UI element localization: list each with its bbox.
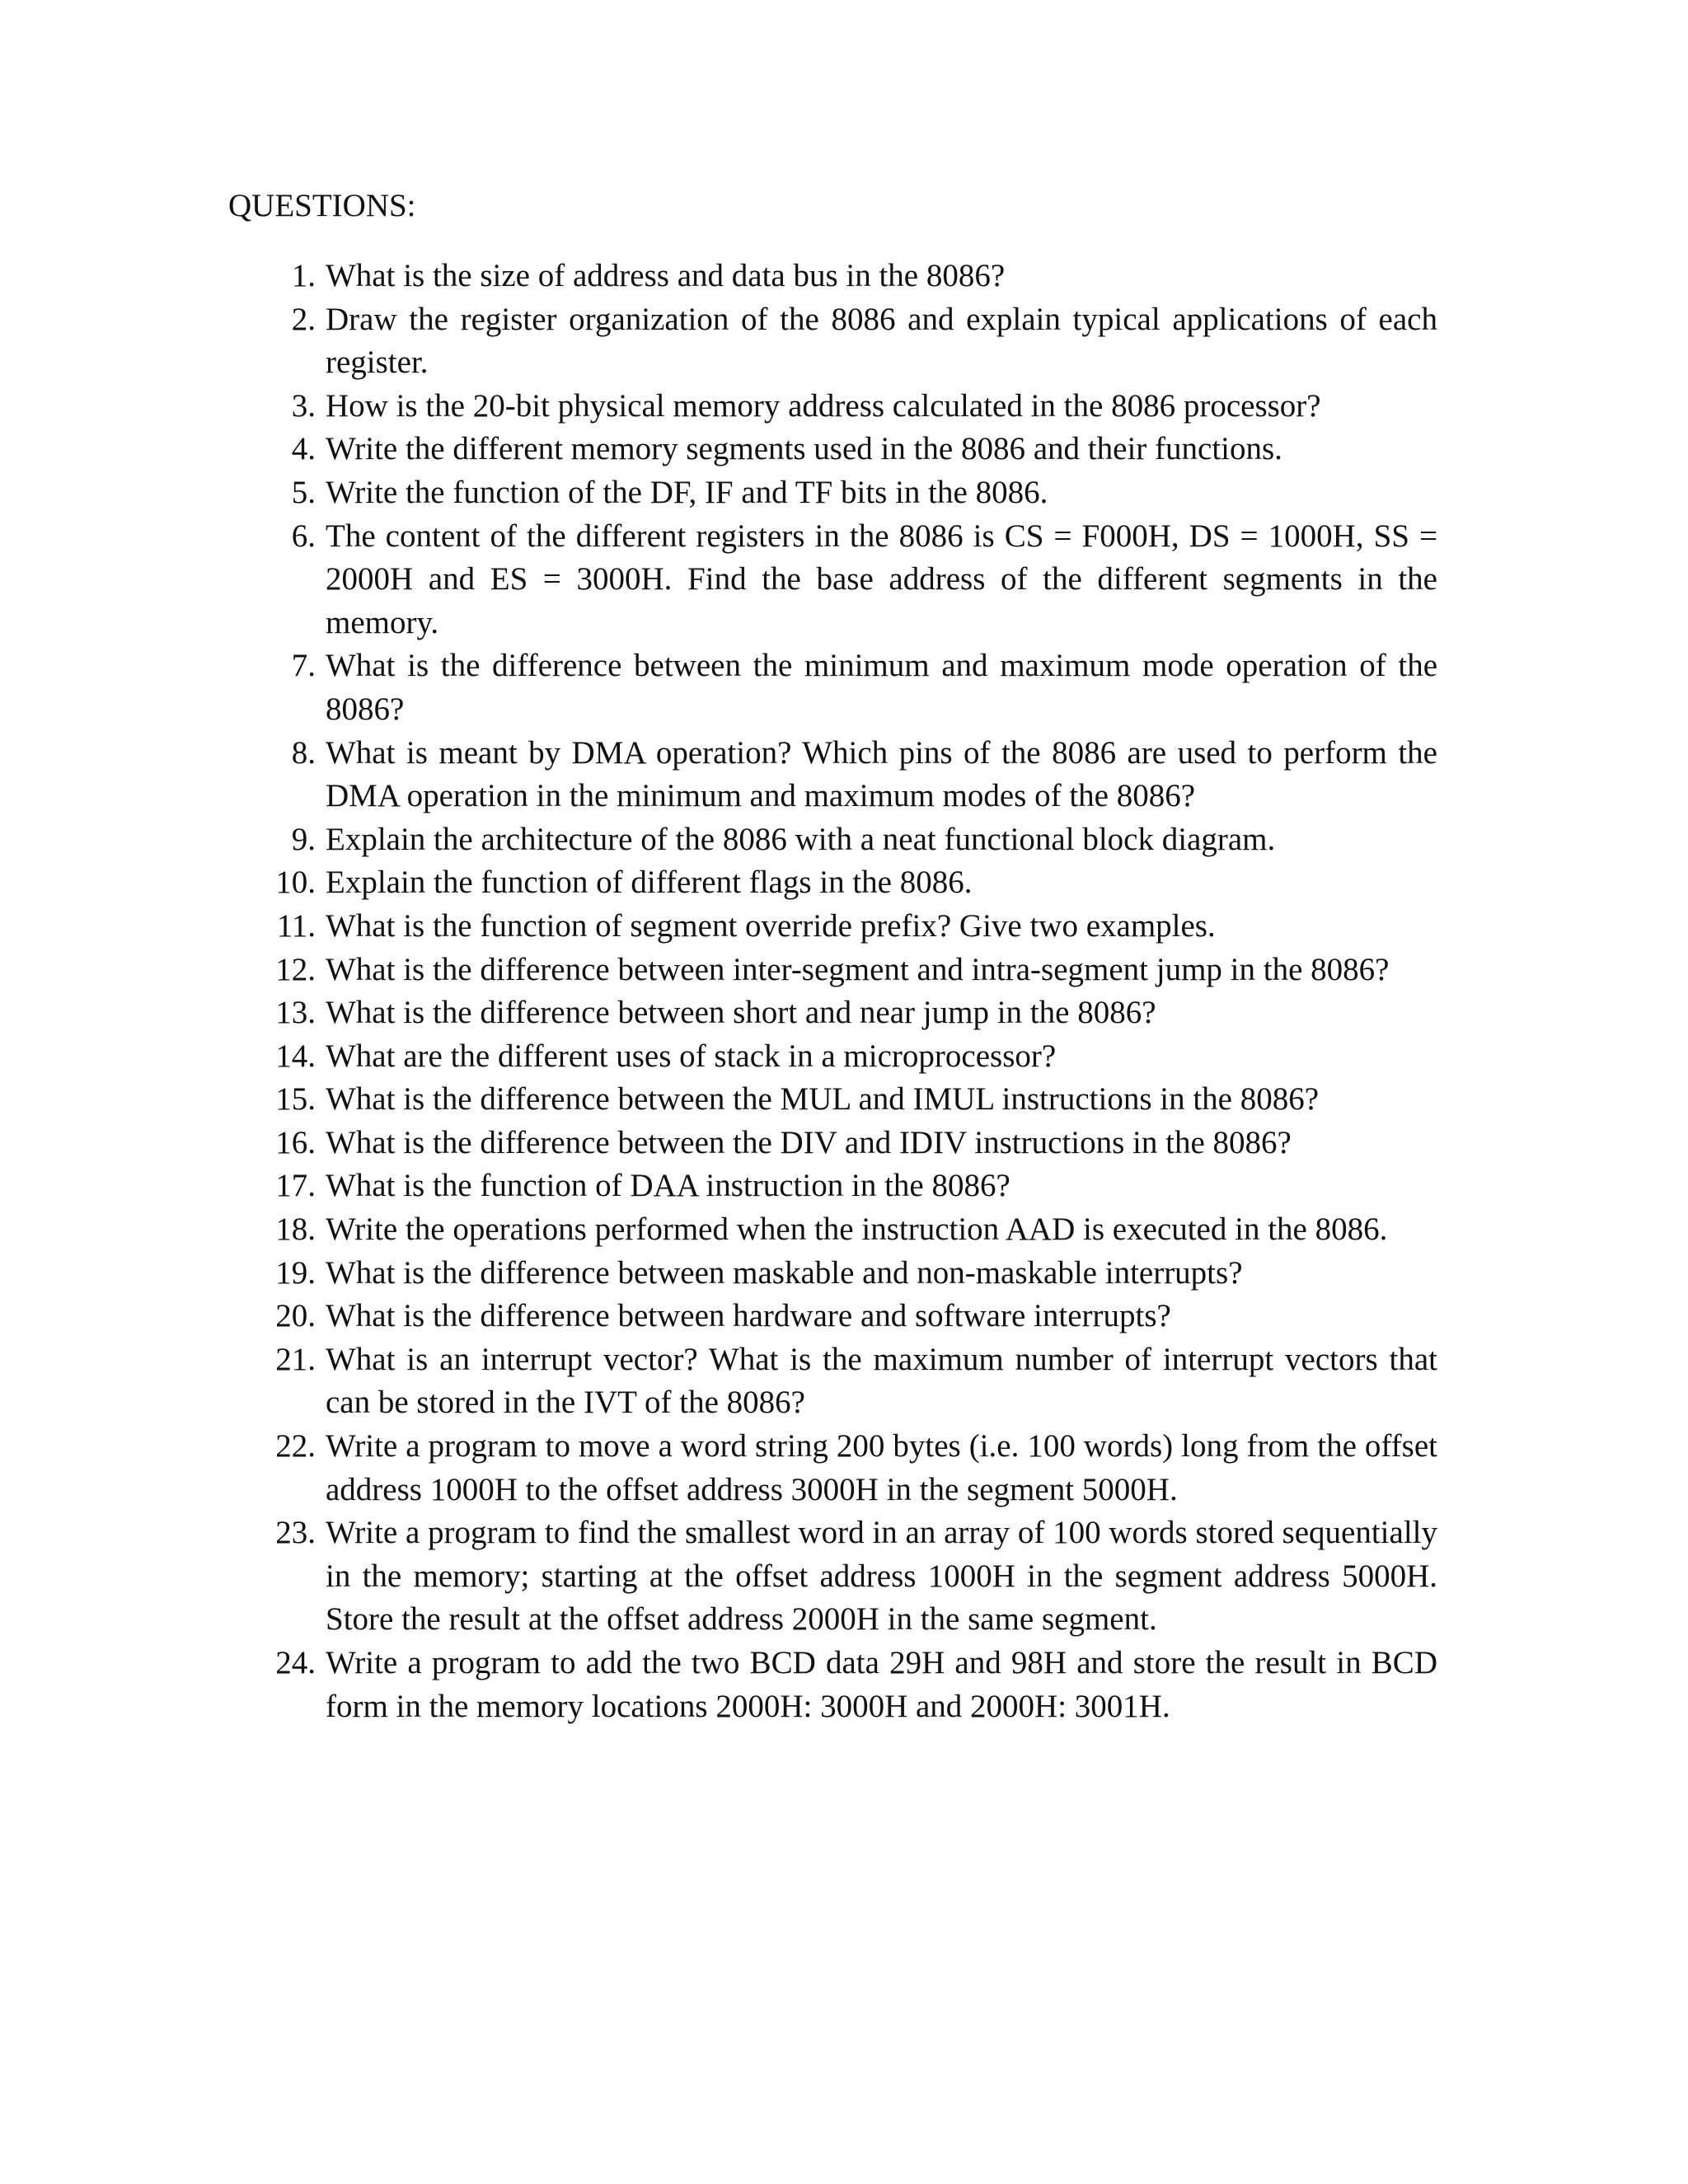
- question-text: Explain the architecture of the 8086 with a neat functional block diagram.: [326, 821, 1276, 857]
- question-list: [257, 255, 1437, 1728]
- question-text: What is the difference between the MUL and IMUL instructions in the 8086?: [326, 1081, 1320, 1118]
- question-item: [257, 1078, 1437, 1122]
- question-item: [257, 949, 1437, 992]
- question-number: 6 .: [257, 515, 326, 559]
- question-text: What is the size of address and data bus in the 8086?: [326, 258, 1006, 293]
- question-item: [257, 818, 1437, 862]
- question-number: 1 .: [257, 255, 326, 298]
- question-number: 16 .: [257, 1122, 326, 1165]
- question-text: What is the difference between the DIV and IDIV instructions in the 8086?: [326, 1124, 1292, 1160]
- question-item: [257, 1252, 1437, 1296]
- question-item: [257, 255, 1437, 298]
- question-item: [257, 1425, 1437, 1511]
- question-item: [257, 991, 1437, 1035]
- question-number: 3 .: [257, 385, 326, 429]
- question-item: [257, 1642, 1437, 1728]
- question-text: What is the difference between inter-segment and intra-segment jump in the 8086?: [326, 951, 1390, 987]
- question-text: Draw the register organization of the 8086 and explain typical applications of each register.: [326, 301, 1437, 381]
- question-number: 21 .: [257, 1338, 326, 1382]
- question-number: 23 .: [257, 1511, 326, 1555]
- question-number: 11 .: [257, 905, 326, 949]
- question-text: Write a program to move a word string 200 bytes (i.e. 100 words) long from the offset address 1000H to the offset address 3000H in the segment 5000H.: [326, 1428, 1437, 1507]
- question-number: 2 .: [257, 298, 326, 342]
- question-number: 24 .: [257, 1642, 326, 1685]
- question-number: 14 .: [257, 1035, 326, 1079]
- question-item: [257, 861, 1437, 905]
- question-text: Write a program to find the smallest word in an array of 100 words stored sequentially in the memory; starting at the offset address 1000H in the segment address 5000H. Store the result at the offset address 2000H in the same segment.: [326, 1515, 1437, 1638]
- question-number: 12 .: [257, 949, 326, 992]
- question-text: Write a program to add the two BCD data 29H and 98H and store the result in BCD form in the memory locations 2000H: 3000H and 2000H: 3001H.: [326, 1645, 1437, 1724]
- question-text: What are the different uses of stack in a microprocessor?: [326, 1038, 1057, 1074]
- question-text: What is the function of segment override prefix? Give two examples.: [326, 907, 1216, 944]
- question-item: [257, 1338, 1437, 1425]
- question-number: 8 .: [257, 732, 326, 776]
- question-text: Write the different memory segments used in the 8086 and their functions.: [326, 431, 1282, 467]
- question-text: What is the function of DAA instruction in the 8086?: [326, 1168, 1010, 1204]
- question-item: [257, 1208, 1437, 1252]
- question-item: [257, 1511, 1437, 1642]
- question-text: What is the difference between the minimum and maximum mode operation of the 8086?: [326, 648, 1437, 727]
- question-number: 10 .: [257, 861, 326, 905]
- question-text: What is the difference between hardware and software interrupts?: [326, 1298, 1171, 1334]
- question-item: [257, 1035, 1437, 1079]
- question-text: How is the 20-bit physical memory address calculated in the 8086 processor?: [326, 387, 1321, 424]
- question-number: 9 .: [257, 818, 326, 862]
- question-item: [257, 428, 1437, 471]
- question-number: 20 .: [257, 1295, 326, 1338]
- question-item: [257, 644, 1437, 731]
- question-text: What is an interrupt vector? What is the maximum number of interrupt vectors that can be stored in the IVT of the 8086?: [326, 1341, 1437, 1421]
- question-item: [257, 298, 1437, 385]
- question-text: What is the difference between maskable and non-maskable interrupts?: [326, 1254, 1243, 1291]
- question-number: 15 .: [257, 1078, 326, 1122]
- question-item: [257, 471, 1437, 515]
- question-text: The content of the different registers in the 8086 is CS = F000H, DS = 1000H, SS = 2000H and ES = 3000H. Find the base address of the different segments in the memory.: [326, 518, 1437, 640]
- question-item: [257, 1122, 1437, 1165]
- question-number: 13 .: [257, 991, 326, 1035]
- question-number: 7 .: [257, 644, 326, 688]
- question-number: 17 .: [257, 1165, 326, 1208]
- question-number: 4 .: [257, 428, 326, 471]
- question-text: What is the difference between short and near jump in the 8086?: [326, 995, 1156, 1031]
- question-item: [257, 905, 1437, 949]
- page-heading: QUESTIONS:: [228, 188, 416, 223]
- question-number: 18 .: [257, 1208, 326, 1252]
- question-item: [257, 1165, 1437, 1208]
- question-text: What is meant by DMA operation? Which pins of the 8086 are used to perform the DMA operation in the minimum and maximum modes of the 8086?: [326, 734, 1437, 814]
- question-number: 5 .: [257, 471, 326, 515]
- question-item: [257, 385, 1437, 429]
- question-item: [257, 1295, 1437, 1338]
- question-number: 22 .: [257, 1425, 326, 1469]
- question-number: 19 .: [257, 1252, 326, 1296]
- question-text: Write the function of the DF, IF and TF bits in the 8086.: [326, 474, 1048, 510]
- question-text: Write the operations performed when the instruction AAD is executed in the 8086.: [326, 1212, 1388, 1248]
- question-text: Explain the function of different flags in the 8086.: [326, 865, 973, 901]
- question-item: [257, 732, 1437, 818]
- question-item: [257, 515, 1437, 645]
